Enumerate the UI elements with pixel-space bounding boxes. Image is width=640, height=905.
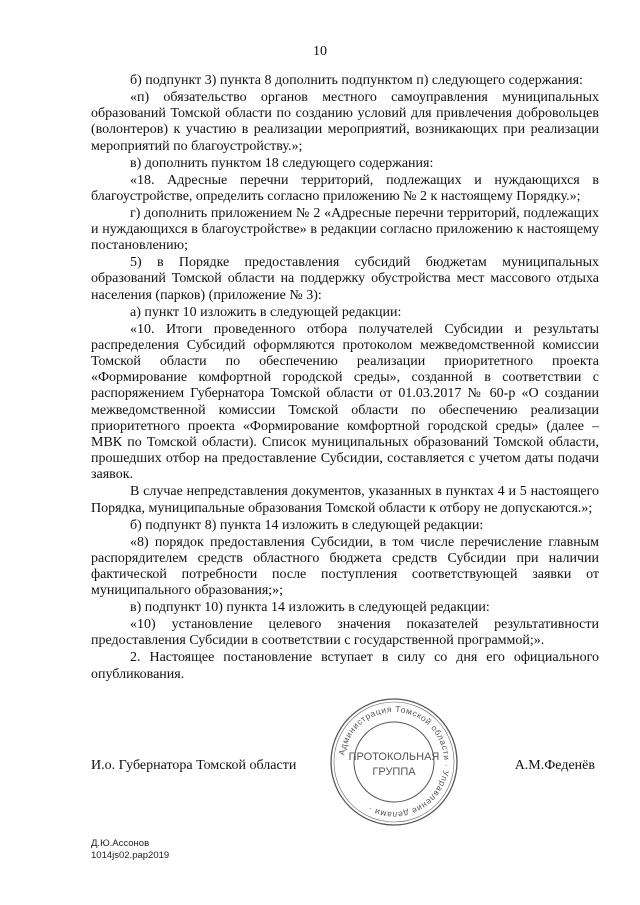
paragraph: б) подпункт 8) пункта 14 изложить в следующей редакции: <box>130 517 484 533</box>
page-number: 10 <box>313 44 327 59</box>
stamp-seal <box>328 696 460 828</box>
paragraph: «п) обязательство органов местного самоуправления муниципальных образований Томской области по созданию условий для привлечения добровольцев (волонтеров) к участию в реализации мероприятий, возникающих при реализации мероприятий по благоустройству.»; <box>91 90 599 154</box>
stamp-text-line1: ПРОТОКОЛЬНАЯ <box>348 751 440 763</box>
paragraph: в) дополнить пунктом 18 следующего содержания: <box>130 155 434 171</box>
paragraph: «10) установление целевого значения показателей результативности предоставления Субсидии в соответствии с государственной программой;». <box>91 617 599 649</box>
paragraph: «8) порядок предоставления Субсидии, в том числе перечисление главным распорядителем средств областного бюджета средств Субсидии при наличии фактической потребности после поступления соответствующей заявки от муниципального образования;»; <box>91 534 599 599</box>
footer-file: 1014js02.pap2019 <box>91 850 170 861</box>
signer-name: А.М.Феденёв <box>514 758 595 773</box>
svg-text:Администрация Томской области: Администрация Томской области · Управление делами · <box>336 703 453 821</box>
paragraph: а) пункт 10 изложить в следующей редакции: <box>130 304 402 320</box>
document-footer <box>91 838 169 862</box>
paragraph: 2. Настоящее постановление вступает в силу со дня его официального опубликования. <box>91 650 599 682</box>
stamp-text-line2: ГРУППА <box>372 766 416 778</box>
paragraph: «10. Итоги проведенного отбора получателей Субсидии и результаты распределения Субсидий оформляются протоколом межведомственной комиссии Томской области по обеспечению реализации приоритетного проекта «Формирование комфортной городской среды», созданной в соответствии с распоряжением Губернатора Томской области от 01.03.2017 № 60-р «О создании межведомственной комиссии Томской области по обеспечению реализации приоритетного проекта «Формирование комфортной городской среды» (далее – МВК по Томской области). Список муниципальных образований Томской области, прошедших отбор на предоставление Субсидии, составляется с учетом даты подачи заявок. <box>91 321 599 483</box>
paragraph: «18. Адресные перечни территорий, подлежащих и нуждающихся в благоустройстве, определить согласно приложению № 2 к настоящему Порядку.»; <box>91 172 599 204</box>
footer-author: Д.Ю.Ассонов <box>91 838 150 849</box>
signatory-position: И.о. Губернатора Томской области <box>91 758 297 773</box>
document-body <box>91 73 599 684</box>
paragraph: В случае непредставления документов, указанных в пунктах 4 и 5 настоящего Порядка, муниципальные образования Томской области к отбору не допускаются.»; <box>91 484 599 516</box>
paragraph: б) подпункт 3) пункта 8 дополнить подпунктом п) следующего содержания: <box>130 73 583 88</box>
paragraph: 5) в Порядке предоставления субсидий бюджетам муниципальных образований Томской области на поддержку обустройства мест массового отдыха населения (парков) (приложение № 3): <box>91 255 599 303</box>
paragraph: в) подпункт 10) пункта 14 изложить в следующей редакции: <box>130 600 490 616</box>
paragraph: г) дополнить приложением № 2 «Адресные перечни территорий, подлежащих и нуждающихся в благоустройстве» в редакции согласно приложению к настоящему постановлению; <box>91 205 599 254</box>
